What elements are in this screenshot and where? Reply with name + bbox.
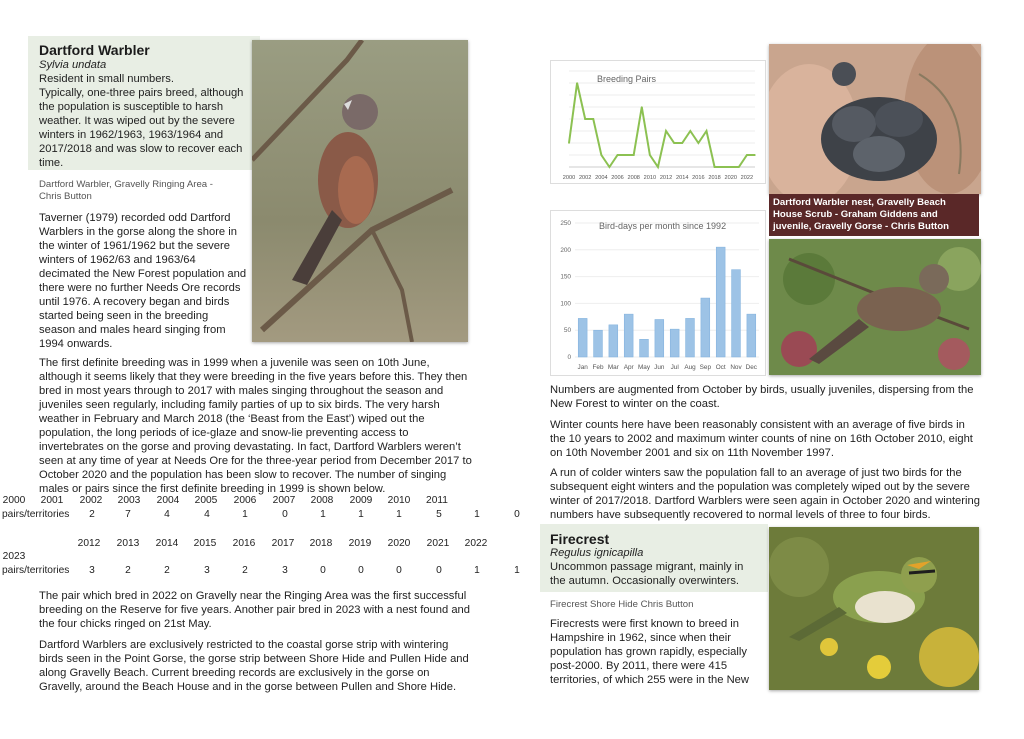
x-tick-label: 2010 (643, 175, 657, 181)
table-value-cell: 0 (436, 565, 442, 576)
table-year-cell: 2015 (193, 538, 217, 549)
table-value-cell: 2 (164, 565, 170, 576)
x-tick-label: Aug (684, 364, 696, 371)
data-point (609, 166, 611, 168)
data-point (665, 130, 667, 132)
data-point (706, 130, 708, 132)
data-point (730, 166, 732, 168)
table-year-cell: 2009 (349, 495, 373, 506)
data-point (754, 154, 756, 156)
table-year-cell: 2021 (426, 538, 450, 549)
bar-jun (655, 319, 664, 357)
x-tick-label: 2004 (595, 175, 608, 181)
table-year-cell: 2020 (387, 538, 411, 549)
y-tick-label: 50 (563, 327, 571, 335)
x-tick-label: 2012 (659, 175, 673, 181)
x-tick-label: 2018 (708, 175, 721, 181)
y-tick-label: 250 (560, 220, 571, 227)
bar-may (640, 339, 649, 357)
bird-days-chart (550, 210, 766, 376)
data-point (673, 142, 675, 144)
data-point (584, 118, 586, 120)
species-title: Dartford Warbler (39, 42, 150, 58)
bird-days-chart-svg (551, 211, 765, 375)
bar-oct (716, 247, 725, 357)
x-tick-label: Jun (654, 364, 665, 371)
table-year-cell: 2022 (464, 538, 488, 549)
bar-mar (609, 325, 618, 357)
table-value-cell: 5 (436, 509, 442, 520)
table-year-cell: 2013 (116, 538, 140, 549)
table-value-cell: 1 (242, 509, 248, 520)
table-year-cell: 2016 (232, 538, 256, 549)
bar-aug (686, 318, 695, 357)
x-tick-label: Apr (623, 364, 634, 371)
data-point (625, 154, 627, 156)
bar-dec (747, 314, 756, 357)
table-year-cell: 2000 (2, 495, 26, 506)
data-point (698, 142, 700, 144)
data-point (649, 154, 651, 156)
data-point (592, 118, 594, 120)
table-year-cell: 2004 (156, 495, 180, 506)
warbler-nest-photo (769, 44, 981, 194)
x-tick-label: 2014 (675, 175, 689, 181)
table-value-cell: 2 (242, 565, 248, 576)
table-value-cell: 0 (320, 565, 326, 576)
table-value-cell: 1 (320, 509, 326, 520)
warbler-paragraph-history: Taverner (1979) recorded odd Dartford Warblers in the gorse along the shore in the winter of 1961/1962 but the severe winters of 1962/63 and 1963/64 decimated the New Forest population and there were no further Needs Ore records until 1976. A recovery began and birds started being seen in the breeding season and males heard singing from 1994 onwards. (39, 212, 247, 350)
data-point (601, 154, 603, 156)
data-point (633, 154, 635, 156)
warbler-paragraph-2022: The pair which bred in 2022 on Gravelly near the Ringing Area was the first successful breeding on the Reserve for five years. Another pair bred in 2023 with a nest found and the four chicks ringed on 21st May. (39, 590, 470, 630)
x-tick-label: 2008 (627, 175, 640, 181)
table-year-cell: 2010 (387, 495, 411, 506)
x-tick-label: 2020 (724, 175, 737, 181)
table-year-cell: 2003 (117, 495, 141, 506)
warbler-photo-caption: Dartford Warbler, Gravelly Ringing Area - Chris Button (39, 179, 213, 202)
table-value-cell: 1 (396, 509, 402, 520)
bar-apr (624, 314, 633, 357)
x-tick-label: Sep (699, 364, 712, 371)
table-value-cell: 3 (204, 565, 210, 576)
breeding-pairs-chart (550, 60, 766, 184)
firecrest-photo (769, 527, 979, 690)
data-point (657, 166, 659, 168)
bar-jul (670, 329, 679, 357)
data-point (681, 142, 683, 144)
table-year-cell: 2012 (77, 538, 101, 549)
chart-title: Breeding Pairs (597, 74, 657, 84)
y-tick-label: 150 (560, 273, 571, 281)
table-year-cell: 2005 (194, 495, 218, 506)
table-year-cell: 2008 (310, 495, 334, 506)
table-year-cell: 2018 (309, 538, 333, 549)
x-tick-label: Oct (715, 364, 726, 371)
x-tick-label: Dec (745, 364, 758, 371)
table-year-cell: 2006 (233, 495, 257, 506)
table-value-cell: 4 (164, 509, 170, 520)
table-value-cell: 2 (125, 565, 131, 576)
table-value-cell: 0 (396, 565, 402, 576)
species-intro: Typically, one-three pairs breed, although the population is susceptible to harsh weather. It was wiped out by the severe winters in 1962/1963, 1963/1964 and 2017/2018 and was slow to recover each time. (39, 87, 244, 169)
data-point (641, 106, 643, 108)
y-tick-label: 0 (567, 354, 571, 361)
y-tick-label: 200 (560, 246, 571, 254)
y-tick-label: 100 (560, 300, 571, 308)
x-tick-label: Jul (670, 364, 679, 371)
data-point (617, 154, 619, 156)
firecrest-status: Uncommon passage migrant, mainly in the autumn. Occasionally overwinters. (550, 561, 744, 587)
dartford-warbler-photo (252, 40, 468, 342)
breeding-table-2 (0, 538, 530, 580)
warbler-juvenile-photo (769, 239, 981, 375)
table-value-cell: 2 (89, 509, 95, 520)
table1-row-label: pairs/territories (2, 509, 70, 520)
warbler-paragraph-breeding: The first definite breeding was in 1999 when a juvenile was seen on 10th June, although it seems likely that they were breeding in the five years before this. They then bred in most years through to 2017 with males singing throughout the season and juveniles seen regularly, including family parties of up to six birds. The very harsh weather in February and March 2018 (the ‘Beast from the East’) wiped out the population, the long periods of ice-glaze and snow-lie preventing access to invertebrates on the gorse and proving devastating. In fact, Dartford Warblers weren’t seen at any time of year at Needs Ore for the three-year period from December 2017 to October 2020 and the population has been slow to recover. The number of singing males or pairs since the first definite breeding in 1999 is shown below. (39, 357, 472, 495)
species-status: Resident in small numbers. (39, 73, 174, 85)
data-point (568, 142, 570, 144)
x-tick-label: May (637, 364, 651, 371)
right-paragraph-augment: Numbers are augmented from October by birds, usually juveniles, dispersing from the New Forest to winter on the coast. (550, 384, 974, 410)
warbler-paragraph-distribution: Dartford Warblers are exclusively restricted to the coastal gorse strip with wintering birds seen in the Point Gorse, the gorse strip between Shore Hide and Pullen Hide and along Gravelly Beach. Current breeding records are exclusively in the gorse on Gravelly, around the Beach House and in the gorse between Pullen and Shore Hide. (39, 639, 469, 693)
x-tick-label: 2006 (611, 175, 624, 181)
data-point (746, 154, 748, 156)
table-year-cell: 2019 (348, 538, 372, 549)
table-value-cell: 3 (282, 565, 288, 576)
firecrest-latin-name: Regulus ignicapilla (550, 547, 644, 559)
x-tick-label: Mar (607, 364, 619, 371)
firecrest-photo-caption: Firecrest Shore Hide Chris Button (550, 599, 694, 610)
table-value-cell: 1 (514, 565, 520, 576)
x-tick-label: 2000 (562, 175, 576, 181)
table-value-cell: 3 (89, 565, 95, 576)
table-value-cell: 4 (204, 509, 210, 520)
firecrest-paragraph-breeding: Firecrests were first known to breed in Hampshire in 1962, since when their population has grown rapidly, especially post-2000. By 2011, there were 415 territories, of which 255 were in the New (550, 618, 749, 686)
table-value-cell: 0 (514, 509, 520, 520)
series-line (569, 83, 755, 167)
x-tick-label: 2022 (740, 175, 754, 181)
data-point (690, 130, 692, 132)
breeding-pairs-chart-svg (551, 61, 765, 183)
data-point (722, 166, 724, 168)
x-tick-label: 2002 (578, 175, 592, 181)
right-paragraph-cold-winters: A run of colder winters saw the population fall to an average of just two birds for the subsequent eight winters and the population was completely wiped out by the severe winter of 2017/2018. Dartford Warblers were seen again in October 2020 and wintering numbers have subsequently recovered to normal levels of three to four birds. (550, 467, 980, 521)
data-point (576, 82, 578, 84)
table-value-cell: 0 (358, 565, 364, 576)
nest-photo-caption: Dartford Warbler nest, Gravelly Beach House Scrub - Graham Giddens and juvenile, Gravelly Gorse - Chris Button (769, 194, 979, 236)
table-year-cell: 2001 (40, 495, 64, 506)
species-latin-name: Sylvia undata (39, 59, 107, 71)
table-year-cell: 2007 (272, 495, 296, 506)
table-value-cell: 0 (282, 509, 288, 520)
bar-jan (578, 318, 587, 357)
table-value-cell: 1 (474, 565, 480, 576)
table2-row-label: pairs/territories (2, 565, 70, 576)
table-value-cell: 7 (125, 509, 131, 520)
data-point (738, 166, 740, 168)
table-value-cell: 1 (358, 509, 364, 520)
table-year-cell: 2002 (79, 495, 103, 506)
x-tick-label: Nov (730, 364, 742, 371)
firecrest-title: Firecrest (550, 531, 610, 547)
x-tick-label: 2016 (692, 175, 705, 181)
table-value-cell: 1 (474, 509, 480, 520)
right-paragraph-winter-counts: Winter counts here have been reasonably consistent with an average of five birds in the 10 years to 2002 and maximum winter counts of nine on 16th October 2010, eight on 10th November 2001 and six on 11th November 1997. (550, 419, 973, 459)
data-point (714, 166, 716, 168)
bar-sep (701, 298, 710, 357)
bar-feb (594, 330, 603, 357)
table-year-cell: 2023 (2, 551, 26, 562)
bar-nov (732, 270, 741, 357)
table-year-cell: 2011 (426, 495, 448, 506)
x-tick-label: Jan (577, 364, 588, 371)
x-tick-label: Feb (592, 364, 604, 371)
breeding-table-1 (0, 495, 530, 525)
chart-title: Bird-days per month since 1992 (599, 221, 727, 231)
table-year-cell: 2017 (271, 538, 295, 549)
table-year-cell: 2014 (155, 538, 179, 549)
